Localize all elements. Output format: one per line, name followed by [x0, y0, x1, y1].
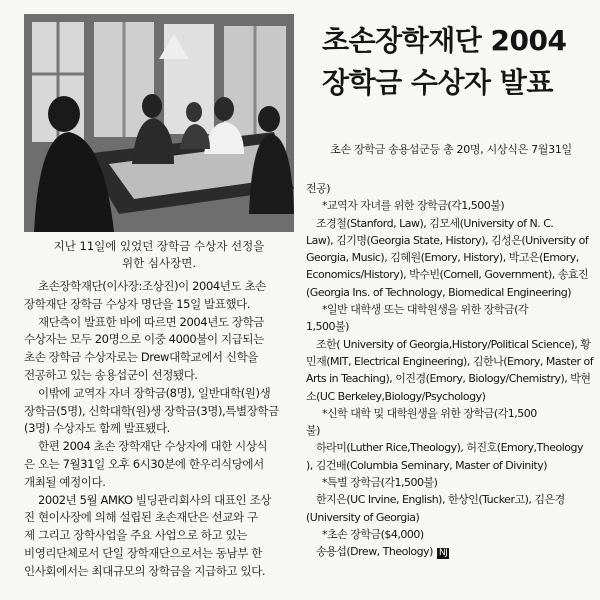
body-line-text: 송용섭(Drew, Theology)	[316, 545, 433, 559]
headline	[308, 20, 588, 104]
body-line: 장학재단 장학금 수상자 명단을 15일 발표했다.	[24, 296, 251, 311]
body-line: (Georgia Ins. of Technology, Biomedical Engineering)	[306, 285, 572, 299]
body-line: 하라미(Luther Rice,Theology), 허진호(Emory,Theology	[316, 441, 583, 455]
body-line: 소(UC Berkeley,Biology/Psychology)	[306, 389, 486, 403]
body-line: 조한( University of Georgia,History/Political Science), 황	[316, 337, 591, 351]
body-line: 진 현이사장에 의해 설립된 초손재단은 선교와 구	[24, 510, 258, 525]
end-mark: NJ	[438, 548, 448, 559]
body-line: 초손장학재단(이사장:조상진)이 2004년도 초손	[38, 279, 266, 293]
body-line: 개최될 예정이다.	[24, 474, 106, 489]
body-line: 1,500불)	[306, 320, 349, 334]
body-line: 민재(MIT, Electrical Engineering), 김한나(Emory, Master of	[306, 354, 594, 368]
caption-line: 위한 심사장면.	[122, 256, 196, 270]
body-line: 불)	[306, 424, 320, 438]
body-line: 한지은(UC Irvine, English), 한상인(Tucker고), 김은경	[316, 493, 565, 507]
body-line: 제 그리고 장학사업을 주요 사업으로 하고 있는	[24, 528, 248, 543]
body-line: 전공)	[306, 182, 331, 195]
category-heading: *초손 장학금($4,000)	[322, 527, 424, 541]
body-line: (3명) 수상자도 함께 발표됐다.	[24, 421, 170, 436]
body-line: Economics/History), 박수빈(Cornell, Government), 송효진	[306, 268, 589, 282]
caption-line: 지난 11일에 있었던 장학금 수상자 선정을	[53, 239, 265, 253]
photo-meeting	[24, 14, 294, 232]
body-line: 2002년 5월 AMKO 빌딩관리회사의 대표인 조상	[38, 492, 271, 507]
body-line: 비영리단체로서 단일 장학재단으로서는 동남부 한	[24, 545, 262, 560]
category-heading: *특별 장학금(각1,500불)	[322, 476, 438, 490]
headline-line-1: 초손장학재단 2004	[322, 24, 567, 57]
subhead: 초손 장학금 송용섭군등 총 20명, 시상식은 7월31일	[330, 143, 572, 156]
body-line: 인사회에서는 최대규모의 장학금을 지급하고 있다.	[24, 563, 266, 578]
body-line: 한편 2004 초손 장학재단 수상자에 대한 시상식	[38, 439, 268, 454]
body-line: (University of Georgia)	[306, 510, 420, 524]
headline-line-2: 장학금 수상자 발표	[322, 66, 553, 99]
body-line: 장학금(5명), 신학대학(원)생 장학금(3명),특별장학금	[24, 403, 279, 418]
article-body-left	[24, 278, 296, 581]
body-line: 초손 장학금 수상자로는 Drew대학교에서 신학을	[24, 350, 258, 365]
body-line: 조경철(Stanford, Law), 김모세(University of N. C.	[316, 216, 554, 230]
body-line: Arts in Teaching), 이진경(Emory, Biology/Chemistry), 박현	[306, 372, 591, 386]
body-line: 수상자는 모두 20명으로 이중 4000불이 지급되는	[24, 332, 264, 347]
body-line: Law), 김기명(Georgia State, History), 김성은(University of	[306, 233, 589, 247]
category-heading: *신학 대학 및 대학원생을 위한 장학금(각1,500	[322, 406, 537, 420]
body-line: ), 김건배(Columbia Seminary, Master of Divinity)	[306, 458, 548, 472]
article-body-right	[306, 180, 594, 561]
body-line-last	[306, 543, 594, 560]
body-line: 전공하고 있는 송용섭군이 선정됐다.	[24, 367, 198, 382]
body-line: 재단측이 발표한 바에 따르면 2004년도 장학금	[38, 314, 264, 329]
photo-caption	[24, 238, 294, 272]
category-heading: *일반 대학생 또는 대학원생을 위한 장학금(각	[322, 303, 529, 317]
body-line: 은 오는 7월31일 오후 6시30분에 한우리식당에서	[24, 456, 264, 471]
body-line: Georgia, Music), 김혜원(Emory, History), 박고은(Emory,	[306, 251, 579, 265]
body-line: 이밖에 교역자 자녀 장학금(8명), 일반대학(원)생	[38, 385, 271, 400]
category-heading: *교역자 자녀를 위한 장학금(각1,500불)	[322, 199, 505, 213]
